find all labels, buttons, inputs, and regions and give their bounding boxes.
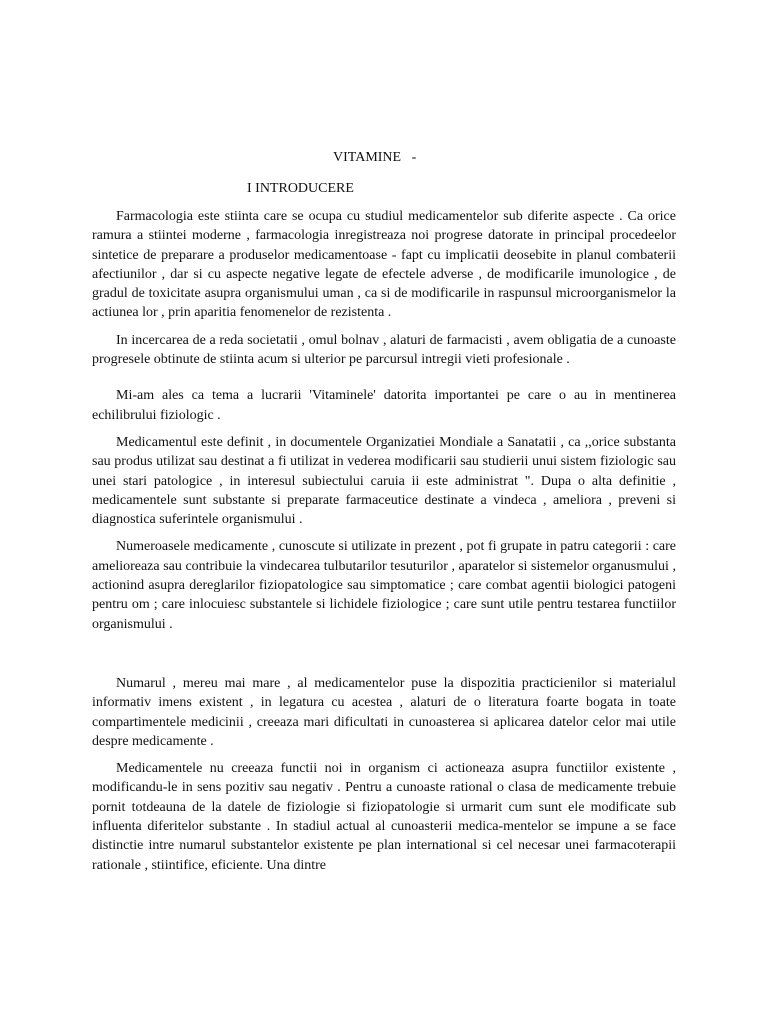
paragraph-tema-lucrarii: Mi-am ales ca tema a lucrarii 'Vitaminele' datorita importantei pe care o au in mentinerea echilibrului fiziologic . [92,388,676,423]
section-heading: I INTRODUCERE [247,181,354,196]
paragraph-incercarea: In incercarea de a reda societatii , omul bolnav , alaturi de farmacisti , avem obligatia de a cunoaste progresele obtinute de stiinta acum si ulterior pe parcursul intregii vieti profesionale . [92,332,676,368]
paragraph-definitie-medicament: Medicamentul este definit , in documentele Organizatiei Mondiale a Sanatatii , ca ,,orice substanta sau produs utilizat sau destinat a fi utilizat in vederea modificarii sau studierii unui sistem fiziologic sau unei stari patologice , in interesul subiectului caruia ii este administrat ". Dupa o alta definitie , medicamentele sunt substante si preparate farmaceutice destinate a vindeca , ameliora , preveni si diagnostica suferintele organismului . [92,434,676,528]
paragraph-categorii-medicamente: Numeroasele medicamente , cunoscute si utilizate in prezent , pot fi grupate in patru categorii : care amelioreaza sau contribuie la vindecarea tulbutarilor tesuturilor , aparatelor si sistemelor organusmului , actionind asupra dereglarilor fiziopatologice sau simptomatice ; care combat agentii biologici patogeni pentru om ; care inlocuiesc substantele si lichidele fiziologice ; care sunt utile pentru testarea functiilor organismului . [92,539,676,632]
paragraph-farmacologia: Farmacologia este stiinta care se ocupa cu studiul medicamentelor sub diferite aspecte . Ca orice ramura a stiintei moderne , farmacologia inregistreaza noi progrese datorate in principal procedeelor sintetice de preparare a produselor medicamentoase - fapt cu implicatii deosebite in planul combaterii afectiunilor , dar si cu aspecte negative legate de efectele adverse , de modificarile imunologice , de gradul de toxicitate asupra organismului uman , ca si de modificarile in raspunsul microorganismelor la actiunea lor , prin aparitia fenomenelor de rezistenta . [92,209,676,321]
paragraph-numarul-medicamentelor: Numarul , mereu mai mare , al medicamentelor puse la dispozitia practicienilor si materialul informativ imens existent , in legatura cu acestea , alaturi de o literatura foarte bogata in toate compartimentele medicinii , creeaza mari dificultati in cunoasterea si aplicarea datelor celor mai utile despre medicamente . [92,675,676,749]
document-title: VITAMINE - [333,150,417,165]
document-page [92,148,676,875]
paragraph-functii-organism: Medicamentele nu creeaza functii noi in organism ci actioneaza asupra functiilor existente , modificandu-le in sens pozitiv sau negativ . Pentru a cunoaste rational o clasa de medicamente trebuie pornit totdeauna de la datele de fiziologie si fiziopatologie si urmarit cum sunt ele modificate sub influenta diferitelor substante . In stadiul actual al cunoasterii medica-mentelor se impune a se face distinctie intre numarul substantelor existente pe plan international si cel necesar unei farmacoterapii rationale , stiintifice, eficiente. Una dintre [92,761,676,873]
